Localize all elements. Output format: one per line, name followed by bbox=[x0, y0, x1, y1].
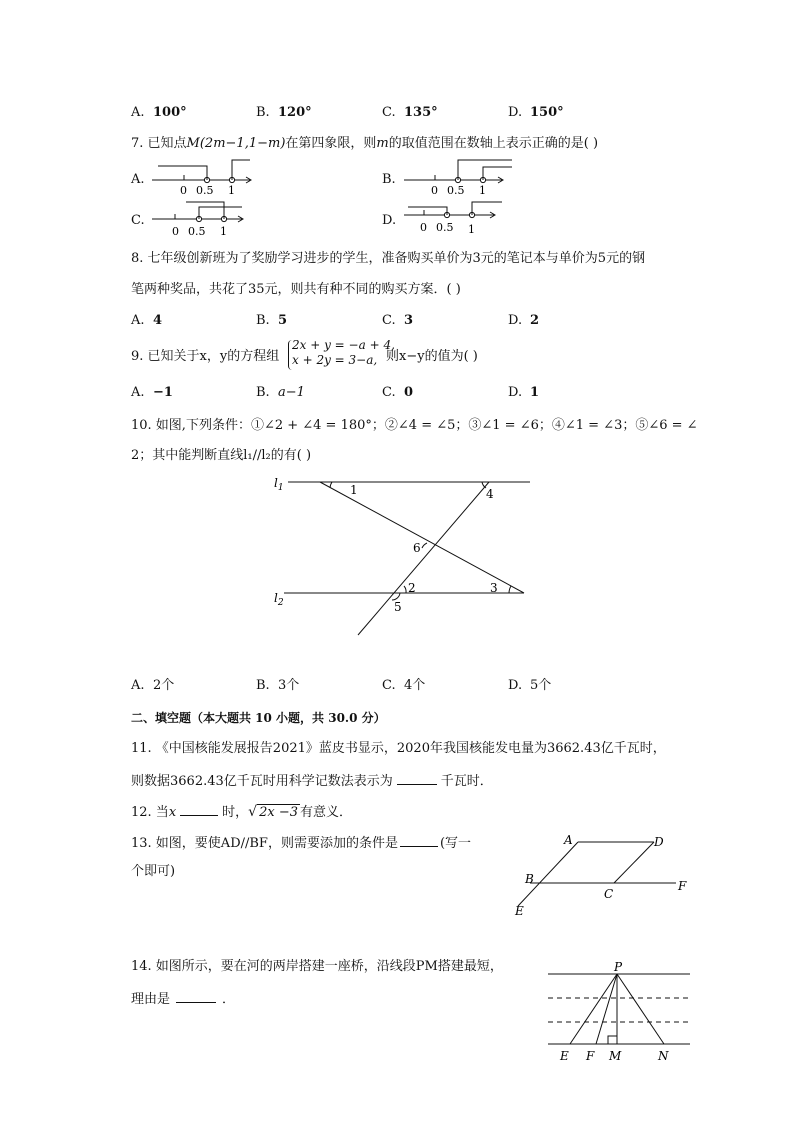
q12-pre: 12. 当 bbox=[131, 805, 169, 820]
q7-stem bbox=[131, 136, 598, 152]
q8-opt-c: 3 bbox=[404, 313, 414, 328]
q13-line1 bbox=[131, 834, 471, 852]
q14-answer-blank[interactable] bbox=[176, 990, 216, 1003]
q10-opt-d: 5个 bbox=[530, 678, 552, 693]
sqrt-icon: √ bbox=[248, 804, 258, 820]
q10-label-l2: $l_2$ bbox=[274, 591, 284, 608]
q8-line1: 8. 七年级创新班为了奖励学习进步的学生，准备购买单价为3元的笔记本与单价为5元的钢 bbox=[131, 251, 646, 266]
q9-opt-d-label: D. bbox=[508, 385, 523, 400]
q6-opt-c: 135° bbox=[404, 105, 438, 120]
q7-numberline-b bbox=[402, 158, 517, 198]
q8-opt-c-label: C. bbox=[382, 313, 396, 328]
q8-opt-b-label: B. bbox=[256, 313, 270, 328]
q10-angle-4: 4 bbox=[486, 487, 494, 501]
q6-opt-d-label: D. bbox=[508, 105, 523, 120]
q11-line2 bbox=[131, 772, 493, 790]
q7b-tick-0: 0 bbox=[431, 184, 438, 197]
q7c-tick-05: 0.5 bbox=[188, 225, 206, 238]
q13-line1-text: 13. 如图，要使AD//BF，则需要添加的条件是 bbox=[131, 836, 398, 851]
q10-line1: 10. 如图,下列条件：①∠2 + ∠4 = 180°；②∠4 = ∠5；③∠1 = ∠6；④∠1 = ∠3；⑤∠6 = ∠ bbox=[131, 418, 698, 433]
q10-angle-1: 1 bbox=[350, 483, 358, 497]
q13-line2: 个即可) bbox=[131, 864, 176, 879]
q8-opt-a: 4 bbox=[153, 313, 163, 328]
q6-opt-a: 100° bbox=[153, 105, 187, 120]
q7-var-m: m bbox=[376, 136, 389, 151]
q7-stem-mid: 在第四象限，则 bbox=[285, 136, 377, 151]
q7-opt-c-label: C. bbox=[131, 213, 145, 228]
q6-opt-d: 150° bbox=[530, 105, 564, 120]
q14-figure bbox=[540, 958, 700, 1068]
q11-line1: 11. 《中国核能发展报告2021》蓝皮书显示，2020年我国核能发电量为3662.43亿千瓦时， bbox=[131, 741, 666, 756]
q14-label-n: N bbox=[658, 1049, 669, 1063]
q10-angle-5: 5 bbox=[394, 600, 402, 614]
q7d-tick-1: 1 bbox=[468, 223, 475, 236]
q7b-tick-1: 1 bbox=[479, 184, 486, 197]
q6-opt-b-label: B. bbox=[256, 105, 270, 120]
q9-stem: 9. 已知关于x，y的方程组 bbox=[131, 349, 280, 364]
q7-stem-pre: 7. 已知点 bbox=[131, 136, 187, 151]
q7-opt-a-label: A. bbox=[131, 172, 145, 187]
q7a-tick-1: 1 bbox=[228, 184, 235, 197]
q10-opt-b: 3个 bbox=[278, 678, 300, 693]
q9-opt-a-label: A. bbox=[131, 385, 145, 400]
q12-answer-blank[interactable] bbox=[180, 803, 218, 816]
q8-line2: 笔两种奖品，共花了35元，则共有种不同的购买方案．( ) bbox=[131, 282, 461, 297]
q13-label-d: D bbox=[654, 835, 664, 849]
q11-answer-blank[interactable] bbox=[397, 772, 437, 785]
q10-figure bbox=[270, 472, 540, 642]
q12-mid: 时， bbox=[222, 805, 249, 820]
q10-opt-b-label: B. bbox=[256, 678, 270, 693]
q6-opt-b: 120° bbox=[278, 105, 312, 120]
q10-opt-a-label: A. bbox=[131, 678, 145, 693]
q10-opt-d-label: D. bbox=[508, 678, 523, 693]
q10-angle-6: 6 bbox=[413, 541, 421, 555]
q7c-tick-0: 0 bbox=[172, 225, 179, 238]
q8-opt-d: 2 bbox=[530, 313, 540, 328]
q10-opt-c-label: C. bbox=[382, 678, 396, 693]
q7-numberline-a bbox=[150, 158, 260, 198]
q9-opt-b-label: B. bbox=[256, 385, 270, 400]
q7b-tick-05: 0.5 bbox=[447, 184, 465, 197]
q7d-tick-0: 0 bbox=[420, 221, 427, 234]
q14-line1: 14. 如图所示，要在河的两岸搭建一座桥，沿线段PM搭建最短， bbox=[131, 959, 503, 974]
q14-line2-post: ． bbox=[222, 992, 236, 1007]
q13-label-b: B bbox=[525, 872, 534, 886]
q9-opt-d: 1 bbox=[530, 385, 540, 400]
q11-line2-post: 千瓦时． bbox=[440, 774, 493, 789]
q9-eq1: 2x + y = −a + 4, bbox=[292, 338, 395, 352]
q9-eq2: x + 2y = 3−a, bbox=[292, 353, 378, 367]
q11-line2-pre: 则数据3662.43亿千瓦时用科学记数法表示为 bbox=[131, 774, 393, 789]
q14-line2 bbox=[131, 990, 235, 1008]
q14-label-p: P bbox=[614, 960, 623, 974]
q14-label-e: E bbox=[560, 1049, 569, 1063]
q7-point: M(2m−1,1−m) bbox=[186, 136, 286, 151]
q8-opt-b: 5 bbox=[278, 313, 288, 328]
q7-numberline-d bbox=[402, 200, 512, 240]
q10-opt-a: 2个 bbox=[153, 678, 175, 693]
q12-radicand: 2x −3 bbox=[259, 805, 298, 820]
q9-opt-b: a−1 bbox=[278, 385, 305, 400]
q6-opt-c-label: C. bbox=[382, 105, 396, 120]
q10-label-l1: $l_1$ bbox=[274, 476, 284, 493]
q8-opt-d-label: D. bbox=[508, 313, 523, 328]
q10-angle-3: 3 bbox=[490, 581, 498, 595]
q9-opt-a: −1 bbox=[153, 385, 173, 400]
q13-label-e: E bbox=[515, 904, 524, 918]
q10-line2: 2；其中能判断直线l₁//l₂的有( ) bbox=[131, 448, 312, 463]
q14-line2-pre: 理由是 bbox=[131, 992, 171, 1007]
q6-opt-a-label: A. bbox=[131, 105, 145, 120]
q12-var: x bbox=[168, 805, 177, 820]
q13-label-a: A bbox=[564, 833, 573, 847]
q7-numberline-c bbox=[150, 200, 260, 240]
q14-label-f: F bbox=[586, 1049, 595, 1063]
q12-line bbox=[131, 803, 352, 821]
q10-opt-c: 4个 bbox=[404, 678, 426, 693]
q8-opt-a-label: A. bbox=[131, 313, 145, 328]
q13-figure bbox=[510, 828, 700, 920]
q13-label-c: C bbox=[604, 887, 614, 901]
q9-opt-c-label: C. bbox=[382, 385, 396, 400]
q7a-tick-0: 0 bbox=[180, 184, 187, 197]
q7-opt-d-label: D. bbox=[382, 213, 397, 228]
q7c-tick-1: 1 bbox=[220, 225, 227, 238]
q7-opt-b-label: B. bbox=[382, 172, 396, 187]
q7d-tick-05: 0.5 bbox=[436, 221, 454, 234]
q13-label-f: F bbox=[678, 879, 687, 893]
section-2-heading: 二、填空题（本大题共 10 小题，共 30.0 分） bbox=[131, 711, 386, 725]
q13-line1-post: (写一 bbox=[439, 836, 472, 851]
q7a-tick-05: 0.5 bbox=[196, 184, 214, 197]
q9-opt-c: 0 bbox=[404, 385, 414, 400]
q10-angle-2: 2 bbox=[408, 581, 416, 595]
q9-stem-end: 则x−y的值为( ) bbox=[386, 349, 478, 364]
q7-stem-end: 的取值范围在数轴上表示正确的是( ) bbox=[388, 136, 599, 151]
q14-label-m: M bbox=[609, 1049, 622, 1063]
q13-answer-blank[interactable] bbox=[400, 834, 438, 847]
q12-post: 有意义． bbox=[300, 805, 353, 820]
